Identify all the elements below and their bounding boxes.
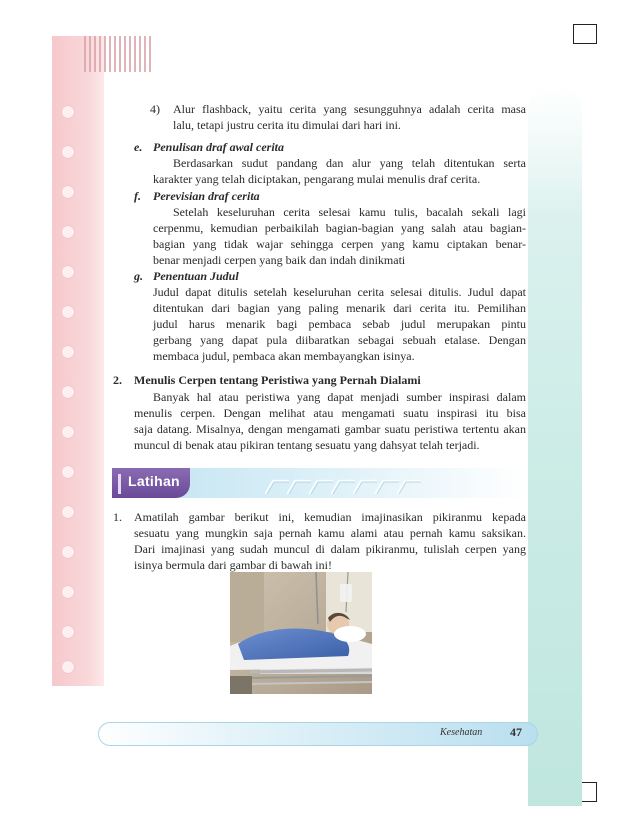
- right-decorative-band: [528, 86, 582, 806]
- band-dot: [61, 225, 75, 239]
- latihan-label: Latihan: [128, 473, 180, 489]
- band-dot: [61, 105, 75, 119]
- page-number: 47: [510, 725, 522, 739]
- section-title: Penentuan Judul: [153, 269, 239, 283]
- band-dot: [61, 145, 75, 159]
- exercise-number: 1.: [113, 510, 122, 524]
- paragraph-line: karakter yang telah diciptakan, pengarang mulai menulis draf cerita.: [153, 172, 481, 186]
- band-dot: [61, 385, 75, 399]
- band-dot: [61, 345, 75, 359]
- paragraph-line: Setelah keseluruhan cerita selesai kamu tulis, bacalah sekali lagi: [173, 205, 526, 219]
- paragraph-line: membaca judul, pembaca akan membayangkan isinya.: [153, 349, 415, 363]
- paragraph-line: cerpenmu, kemudian perbaikilah bagian-bagian yang salah atau bagian-: [153, 221, 526, 235]
- list-item-number: 4): [150, 102, 160, 116]
- paragraph-line: benar menjadi cerpen yang baik dan indah dinikmati: [153, 253, 406, 267]
- list-item-line: lalu, tetapi justru cerita itu dimulai dari hari ini.: [173, 118, 401, 132]
- section-title: Perevisian draf cerita: [153, 189, 260, 203]
- band-dot: [61, 465, 75, 479]
- band-dot: [61, 545, 75, 559]
- list-item-line: Alur flashback, yaitu cerita yang sesungguhnya adalah cerita masa: [173, 102, 526, 116]
- band-dot: [61, 505, 75, 519]
- paragraph-line: gerbang yang dapat pula diibaratkan sebagai sebuah etalase. Dengan: [153, 333, 526, 347]
- exercise-line: Amatilah gambar berikut ini, kemudian imajinasikan pikiranmu kepada: [134, 510, 526, 524]
- exercise-line: isinya bermula dari gambar di bawah ini!: [134, 558, 332, 572]
- band-dot: [61, 305, 75, 319]
- band-dot: [61, 265, 75, 279]
- decorative-slashes: [258, 478, 438, 494]
- band-dot: [61, 425, 75, 439]
- paragraph-line: judul harus menarik bagi pembaca sebab judul merupakan pintu: [153, 317, 526, 331]
- band-dot: [61, 660, 75, 674]
- paragraph-line: muncul di benak atau pikiran tentang sesuatu yang dahsyat telah terjadi.: [134, 438, 480, 452]
- crop-mark-top: [573, 24, 597, 44]
- exercise-line: Dari imajinasi yang sudah muncul di dalam pikiranmu, tulislah cerpen yang: [134, 542, 526, 556]
- paragraph-line: Berdasarkan sudut pandang dan alur yang telah ditentukan serta: [173, 156, 526, 170]
- section-letter: g.: [134, 269, 143, 283]
- paragraph-line: menulis cerpen. Dengan melihat atau mengamati suatu inspirasi itu bisa: [134, 406, 526, 420]
- band-dot: [61, 625, 75, 639]
- footer-chapter-label: Kesehatan: [440, 727, 483, 738]
- band-dot: [61, 185, 75, 199]
- paragraph-line: bagian yang tidak wajar sehingga cerpen yang kamu ciptakan benar-: [153, 237, 526, 251]
- paragraph-line: Banyak hal atau peristiwa yang dapat menjadi sumber inspirasi dalam: [153, 390, 526, 404]
- section-heading: Menulis Cerpen tentang Peristiwa yang Pernah Dialami: [134, 373, 421, 387]
- latihan-tab: [112, 468, 190, 498]
- section-letter: e.: [134, 140, 143, 154]
- left-decorative-band: [52, 36, 104, 686]
- section-number: 2.: [113, 373, 122, 387]
- binding-stripes: [84, 36, 154, 72]
- band-dot: [61, 585, 75, 599]
- hospital-bed-photo: [230, 572, 372, 694]
- paragraph-line: ditentukan dari bagian yang paling menarik dari cerita itu. Pemilihan: [153, 301, 526, 315]
- section-letter: f.: [134, 189, 141, 203]
- exercise-line: sesuatu yang mungkin saja pernah kamu alami atau pernah kamu saksikan.: [134, 526, 526, 540]
- section-title: Penulisan draf awal cerita: [153, 140, 285, 154]
- paragraph-line: saja datang. Misalnya, dengan mengamati gambar suatu peristiwa tertentu akan: [134, 422, 526, 436]
- paragraph-line: Judul dapat ditulis setelah keseluruhan cerita selesai ditulis. Judul dapat: [153, 285, 526, 299]
